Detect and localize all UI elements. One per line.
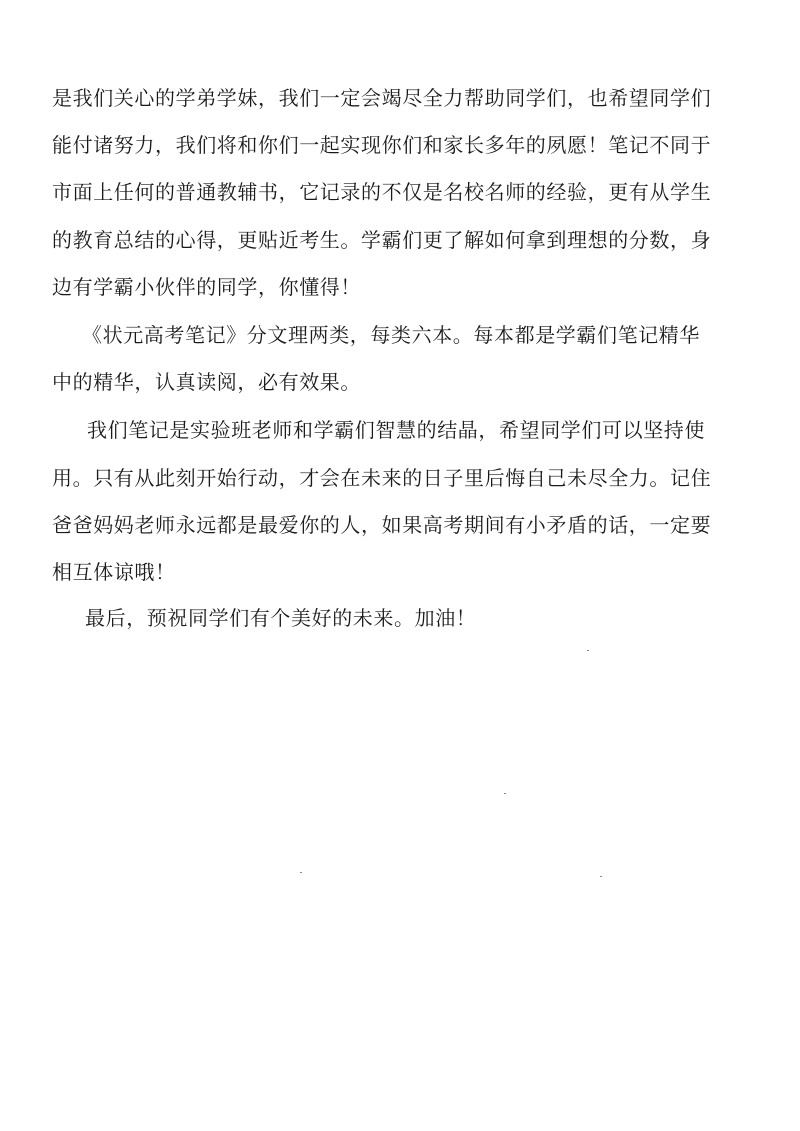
- text-line-1: 是我们关心的学弟学妹，我们一定会竭尽全力帮助同学们，也希望同学们: [52, 86, 712, 110]
- text-line-5: 边有学霸小伙伴的同学，你懂得！: [52, 275, 361, 299]
- text-line-4: 的教育总结的心得，更贴近考生。学霸们更了解如何拿到理想的分数，身: [52, 228, 712, 252]
- scan-speck: [587, 650, 589, 651]
- text-line-11: 相互体谅哦！: [52, 560, 176, 584]
- scan-speck: [300, 872, 302, 873]
- text-line-3: 市面上任何的普通教辅书，它记录的不仅是名校名师的经验，更有从学生: [52, 180, 712, 204]
- text-line-8: 我们笔记是实验班老师和学霸们智慧的结晶，希望同学们可以坚持使: [87, 418, 705, 442]
- scan-speck: [600, 876, 602, 877]
- text-line-2: 能付诸努力，我们将和你们一起实现你们和家长多年的夙愿！笔记不同于: [52, 133, 712, 157]
- text-line-10: 爸爸妈妈老师永远都是最爱你的人，如果高考期间有小矛盾的话，一定要: [52, 513, 712, 537]
- text-line-12: 最后，预祝同学们有个美好的未来。加油！: [85, 606, 477, 630]
- text-line-6: 《状元高考笔记》分文理两类，每类六本。每本都是学霸们笔记精华: [82, 323, 700, 347]
- text-line-7: 中的精华，认真读阅，必有效果。: [52, 370, 361, 394]
- scan-speck: [504, 793, 506, 794]
- text-line-9: 用。只有从此刻开始行动，才会在未来的日子里后悔自己未尽全力。记住: [52, 466, 712, 490]
